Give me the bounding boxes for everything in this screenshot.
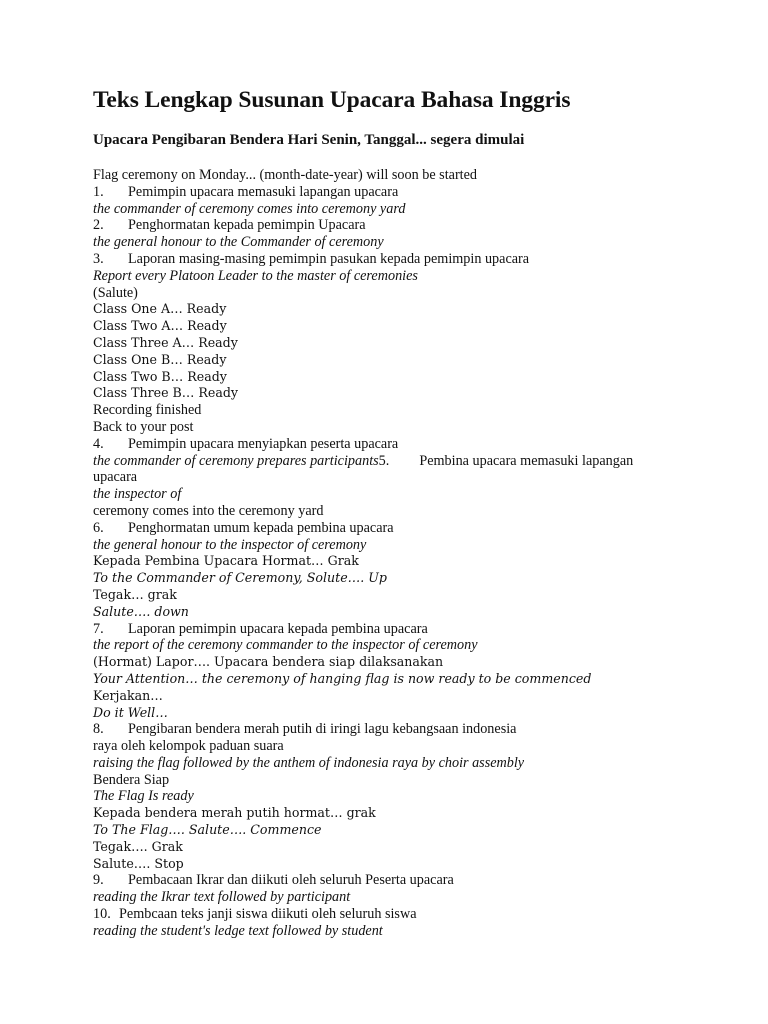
- step-8-extra-line: Salute…. Stop: [93, 855, 184, 871]
- step-indonesian: Penghormatan kepada pemimpin Upacara: [128, 217, 366, 234]
- step-number: 5.: [378, 452, 390, 469]
- step-6-extra-line: Salute…. down: [93, 603, 189, 619]
- step-5-english: the inspector of: [93, 486, 182, 503]
- step-4-english: the commander of ceremony prepares participants: [93, 452, 379, 469]
- step-8-extra-line: To The Flag…. Salute…. Commence: [93, 822, 322, 838]
- step-3-extra-line: Class Three B… Ready: [93, 385, 239, 401]
- step-7: [93, 621, 733, 638]
- step-indonesian: Pemimpin upacara memasuki lapangan upacara: [128, 183, 399, 200]
- step-10: [93, 906, 733, 923]
- step-1-english: the commander of ceremony comes into ceremony yard: [93, 200, 406, 217]
- step-8-extra-line: The Flag Is ready: [93, 788, 194, 805]
- step-indonesian: Penghormatan umum kepada pembina upacara: [128, 519, 394, 536]
- step-indonesian: Pembacaan Ikrar dan diikuti oleh seluruh Peserta upacara: [128, 872, 454, 889]
- step-4-english-and-step-5: [93, 453, 733, 470]
- step-indonesian: Laporan masing-masing pemimpin pasukan kepada pemimpin upacara: [128, 250, 530, 267]
- step-3-extra-line: Class Three A… Ready: [93, 334, 238, 350]
- step-2-english: the general honour to the Commander of ceremony: [93, 234, 384, 251]
- step-indonesian: Laporan pemimpin upacara kepada pembina upacara: [128, 620, 428, 637]
- step-5-indonesian-cont: upacara: [93, 469, 138, 486]
- step-1: [93, 184, 733, 201]
- step-number: 6.: [93, 519, 104, 536]
- step-number: 8.: [93, 721, 104, 738]
- document-subtitle: Upacara Pengibaran Bendera Hari Senin, Tanggal... segera dimulai: [93, 132, 525, 148]
- step-3: [93, 251, 733, 268]
- step-number: 7.: [93, 620, 104, 637]
- step-number: 1.: [93, 183, 104, 200]
- step-7-extra-line: Kerjakan…: [93, 687, 163, 703]
- step-9: [93, 872, 733, 889]
- step-6-extra-line: Tegak… grak: [93, 586, 177, 602]
- step-3-extra-line: Class Two A… Ready: [93, 318, 227, 334]
- step-number: 10.: [93, 906, 111, 923]
- step-indonesian: Pembcaan teks janji siswa diikuti oleh seluruh siswa: [119, 906, 417, 923]
- step-number: 3.: [93, 250, 104, 267]
- step-7-extra-line: Your Attention… the ceremony of hanging flag is now ready to be commenced: [93, 670, 592, 686]
- intro-text: Flag ceremony on Monday... (month-date-year) will soon be started: [93, 167, 478, 183]
- step-3-english: Report every Platoon Leader to the master of ceremonies: [93, 267, 418, 284]
- step-3-extra-line: Class One B… Ready: [93, 351, 227, 367]
- document-title: Teks Lengkap Susunan Upacara Bahasa Inggris: [93, 87, 571, 113]
- step-7-extra-line: Do it Well…: [93, 704, 168, 720]
- step-4: [93, 436, 733, 453]
- step-9-english: reading the Ikrar text followed by participant: [93, 889, 351, 906]
- step-number: 2.: [93, 217, 104, 234]
- step-6-extra-line: Kepada Pembina Upacara Hormat… Grak: [93, 553, 359, 569]
- step-number: 9.: [93, 872, 104, 889]
- step-8: [93, 721, 733, 738]
- step-10-english: reading the student's ledge text followed by student: [93, 922, 383, 939]
- step-8-indonesian-cont: raya oleh kelompok paduan suara: [93, 738, 284, 755]
- step-indonesian: Pembina upacara memasuki lapangan: [419, 452, 634, 469]
- step-6-extra-line: To the Commander of Ceremony, Solute…. Up: [93, 570, 387, 586]
- step-number: 4.: [93, 435, 104, 452]
- document-page: [93, 86, 733, 940]
- step-indonesian: Pengibaran bendera merah putih di iringi lagu kebangsaan indonesia: [128, 721, 517, 738]
- step-8-extra-line: Bendera Siap: [93, 771, 170, 788]
- step-5-english-cont: ceremony comes into the ceremony yard: [93, 502, 324, 519]
- step-3-extra-line: Class Two B… Ready: [93, 368, 227, 384]
- step-3-extra-line: Recording finished: [93, 402, 202, 419]
- step-8-extra-line: Tegak…. Grak: [93, 838, 183, 854]
- step-2: [93, 217, 733, 234]
- step-8-english: raising the flag followed by the anthem of indonesia raya by choir assembly: [93, 754, 525, 771]
- step-7-english: the report of the ceremony commander to the inspector of ceremony: [93, 637, 478, 654]
- step-8-extra-line: Kepada bendera merah putih hormat… grak: [93, 805, 376, 821]
- step-3-extra-line: Class One A… Ready: [93, 301, 227, 317]
- step-3-extra-line: Back to your post: [93, 418, 194, 435]
- document-body: [93, 167, 733, 940]
- step-6: [93, 520, 733, 537]
- step-7-extra-line: (Hormat) Lapor…. Upacara bendera siap dilaksanakan: [93, 654, 444, 670]
- step-3-extra-line: (Salute): [93, 284, 138, 301]
- step-6-english: the general honour to the inspector of ceremony: [93, 536, 367, 553]
- step-indonesian: Pemimpin upacara menyiapkan peserta upacara: [128, 435, 399, 452]
